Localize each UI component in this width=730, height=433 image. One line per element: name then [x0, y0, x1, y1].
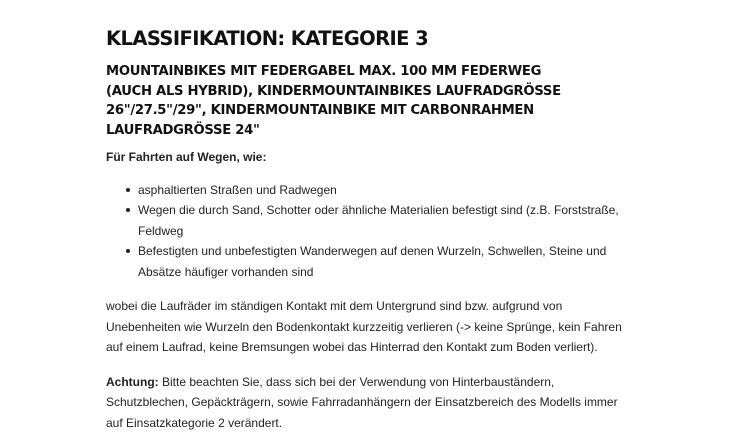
list-item-text: asphaltierten Straßen und Radwegen [138, 183, 337, 197]
list-item [138, 241, 636, 282]
list-item-text: Wegen die durch Sand, Schotter oder ähnliche Materialien befestigt sind (z.B. Forststraße, Feldweg [138, 203, 619, 238]
bullet-icon [126, 249, 130, 253]
list-item [138, 200, 636, 241]
bullet-icon [126, 208, 130, 212]
list-item [138, 180, 636, 201]
attention-text: Bitte beachten Sie, dass sich bei der Verwendung von Hinterbauständern, Schutzblechen, Gepäckträgern, sowie Fahrradanhängern der Einsatzbereich des Modells immer auf Einsatzkategorie 2 verändert. [106, 375, 618, 430]
contact-paragraph: wobei die Laufräder im ständigen Kontakt mit dem Untergrund sind bzw. aufgrund von Unebenheiten wie Wurzeln den Bodenkontakt kurzzeitig verlieren (-> keine Sprünge, kein Fahren auf einem Laufrad, keine Bremsungen wobei das Hinterrad den Kontakt zum Boden verliert). [106, 296, 636, 358]
attention-label: Achtung: [106, 375, 159, 389]
page-title: KLASSIFIKATION: KATEGORIE 3 [106, 26, 636, 52]
usage-list [106, 180, 636, 283]
usage-intro: Für Fahrten auf Wegen, wie: [106, 147, 636, 168]
category-subtitle: MOUNTAINBIKES MIT FEDERGABEL MAX. 100 MM FEDERWEG (AUCH ALS HYBRID), KINDERMOUNTAINBIKES LAUFRADGRÖSSE 26"/27.5"/29", KINDERMOUNTAINBIKE MIT CARBONRAHMEN LAUFRADGRÖSSE 24" [106, 62, 591, 140]
classification-section [106, 26, 636, 433]
list-item-text: Befestigten und unbefestigten Wanderwegen auf denen Wurzeln, Schwellen, Steine und Absätze häufiger vorhanden sind [138, 244, 606, 279]
attention-note [106, 372, 636, 433]
bullet-icon [126, 188, 130, 192]
